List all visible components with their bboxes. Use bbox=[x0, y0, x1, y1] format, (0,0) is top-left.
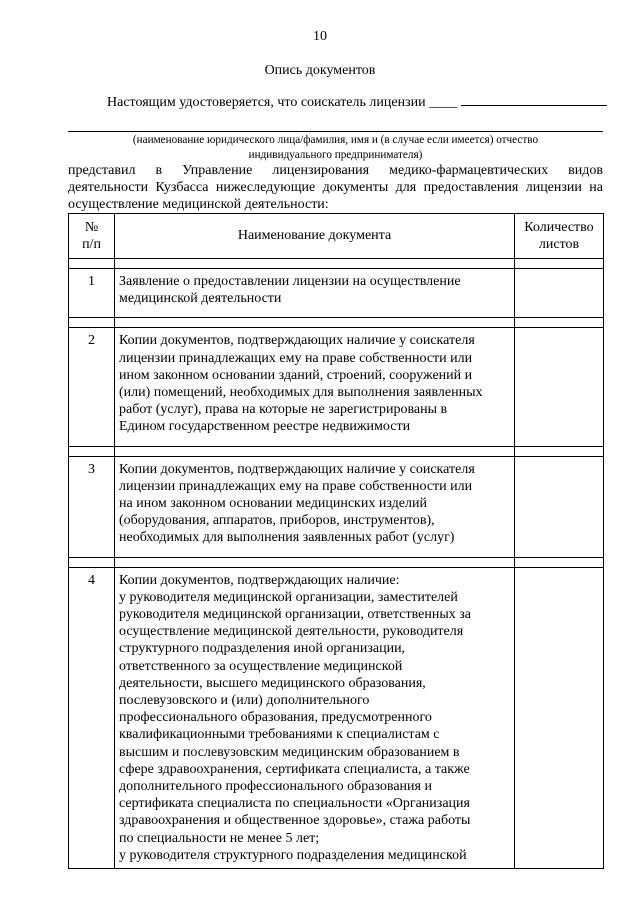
row-document-name bbox=[115, 567, 515, 868]
row-text-line: руководителя медицинской организации, ответственных за bbox=[119, 607, 472, 623]
row-text-line: сертификата специалиста по специальности «Организация bbox=[119, 796, 470, 812]
row-text-line: послевузовского и (или) дополнительного bbox=[119, 693, 370, 709]
row-text-line: ответственного за осуществление медицинской bbox=[119, 658, 403, 674]
header-number-line: п/п bbox=[82, 237, 101, 252]
row-text-line: лицензии принадлежащих ему на праве собственности или bbox=[119, 478, 473, 494]
row-text-line: Заявление о предоставлении лицензии на осуществление bbox=[119, 274, 461, 289]
row-text-line: необходимых для выполнения заявленных работ (услуг) bbox=[119, 530, 455, 546]
row-text-line: осуществление медицинской деятельности, руководителя bbox=[119, 624, 464, 640]
row-document-name bbox=[115, 269, 515, 318]
row-number: 2 bbox=[69, 328, 115, 446]
row-sheet-count bbox=[515, 269, 604, 318]
applicant-underline bbox=[68, 131, 603, 132]
caption-line: индивидуального предпринимателя) bbox=[248, 149, 423, 161]
row-document-name bbox=[115, 328, 515, 446]
header-number-line: № bbox=[84, 219, 99, 235]
row-text-line: медицинской деятельности bbox=[119, 291, 282, 307]
row-text-line: работ (услуг), права на которые не зарегистрированы в bbox=[119, 402, 448, 418]
caption-line: (наименование юридического лица/фамилия, имя и (в случае если имеется) отчество bbox=[132, 134, 539, 146]
documents-table bbox=[68, 213, 604, 869]
row-text-line: профессионального образования, предусмотренного bbox=[119, 710, 432, 726]
table-spacer-row bbox=[69, 318, 604, 328]
row-text-line: деятельности, высшего медицинского образования, bbox=[119, 675, 426, 691]
row-text-line: здравоохранения и общественное здоровье», стажа работы bbox=[119, 813, 471, 829]
row-text-line: дополнительного профессионального образования и bbox=[119, 779, 432, 795]
row-text-line: квалификационными требованиями к специалистам с bbox=[119, 727, 440, 743]
header-sheet-count bbox=[515, 214, 604, 259]
row-sheet-count bbox=[515, 567, 604, 868]
table-row bbox=[69, 328, 604, 446]
table-spacer-row bbox=[69, 259, 604, 269]
row-number: 1 bbox=[69, 269, 115, 318]
row-text-line: Копии документов, подтверждающих наличие у соискателя bbox=[119, 333, 475, 349]
row-text-line: у руководителя структурного подразделения медицинской bbox=[119, 847, 467, 863]
row-text-line: (или) помещений, необходимых для выполнения заявленных bbox=[119, 385, 483, 401]
row-text-line: структурного подразделения иной организации, bbox=[119, 641, 406, 657]
row-text-line: высшим и послевузовским медицинским образованием в bbox=[119, 744, 460, 760]
page-number: 10 bbox=[313, 29, 327, 44]
row-text-line: на ином законном основании медицинских изделий bbox=[119, 496, 427, 512]
row-text-line: лицензии принадлежащих ему на праве собственности или bbox=[119, 350, 473, 366]
table-row bbox=[69, 456, 604, 557]
row-text-line: (оборудования, аппаратов, приборов, инструментов), bbox=[119, 513, 435, 529]
document-title: Опись документов bbox=[264, 63, 376, 78]
row-number: 3 bbox=[69, 456, 115, 557]
header-number bbox=[69, 214, 115, 259]
table-header-row bbox=[69, 214, 604, 259]
row-text-line: сфере здравоохранения, сертификата специалиста, а также bbox=[119, 761, 470, 777]
row-text-line: по специальности не менее 5 лет; bbox=[119, 830, 320, 846]
row-sheet-count bbox=[515, 328, 604, 446]
header-document-name: Наименование документа bbox=[115, 214, 515, 259]
certify-line bbox=[107, 95, 607, 111]
table-spacer-row bbox=[69, 446, 604, 456]
row-text-line: Копии документов, подтверждающих наличие у соискателя bbox=[119, 461, 475, 477]
table-row bbox=[69, 567, 604, 868]
row-text-line: Едином государственном реестре недвижимости bbox=[119, 419, 411, 435]
row-text-line: Копии документов, подтверждающих наличие: bbox=[119, 572, 400, 588]
row-sheet-count bbox=[515, 456, 604, 557]
header-count-line: Количество bbox=[524, 219, 594, 235]
certify-text: Настоящим удостоверяется, что соискатель лицензии ____ bbox=[107, 95, 458, 110]
row-document-name bbox=[115, 456, 515, 557]
row-text-line: у руководителя медицинской организации, заместителей bbox=[119, 589, 458, 605]
applicant-blank-field bbox=[461, 104, 607, 106]
applicant-caption bbox=[68, 133, 603, 163]
table-row bbox=[69, 269, 604, 318]
intro-paragraph: представил в Управление лицензирования медико-фармацевтических видов деятельности Кузбасса нижеследующие документы для предоставления лицензии на осуществление медицинской деятельности: bbox=[68, 163, 603, 212]
row-number: 4 bbox=[69, 567, 115, 868]
row-text-line: ином законном основании зданий, строений, сооружений и bbox=[119, 367, 473, 383]
header-count-line: листов bbox=[538, 237, 580, 252]
table-spacer-row bbox=[69, 557, 604, 567]
